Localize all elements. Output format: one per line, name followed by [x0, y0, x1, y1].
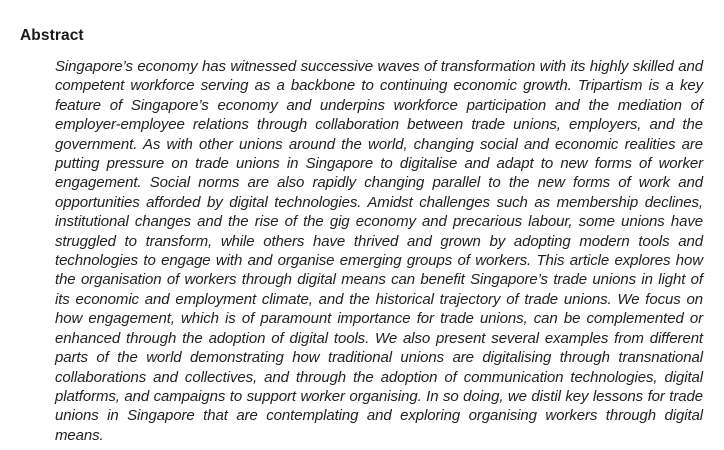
abstract-paragraph: Singapore’s economy has witnessed successive waves of transformation with its highly skilled and competent workforce serving as a backbone to continuing economic growth. Tripartism is a key feature of Singapore’s economy and underpins workforce participation and the mediation of employer-employee relations through collaboration between trade unions, employers, and the government. As with other unions around the world, changing social and economic realities are putting pressure on trade unions in Singapore to digitalise and adapt to new forms of worker engagement. Social norms are also rapidly changing parallel to the new forms of work and opportunities afforded by digital technologies. Amidst challenges such as membership declines, institutional changes and the rise of the gig economy and precarious labour, some unions have struggled to transform, while others have thrived and grown by adopting modern tools and technologies to engage with and organise emerging groups of workers. This article explores how the organisation of workers through digital means can benefit Singapore’s trade unions in light of its economic and employment climate, and the historical trajectory of trade unions. We focus on how engagement, which is of paramount importance for trade unions, can be complemented or enhanced through the adoption of digital tools. We also present several examples from different parts of the world demonstrating how traditional unions are digitalising through transnational collaborations and collectives, and through the adoption of communication technologies, digital platforms, and campaigns to support worker organising. In so doing, we distil key lessons for trade unions in Singapore that are contemplating and exploring organising workers through digital means.	[55, 58, 703, 444]
abstract-heading: Abstract	[20, 27, 84, 44]
